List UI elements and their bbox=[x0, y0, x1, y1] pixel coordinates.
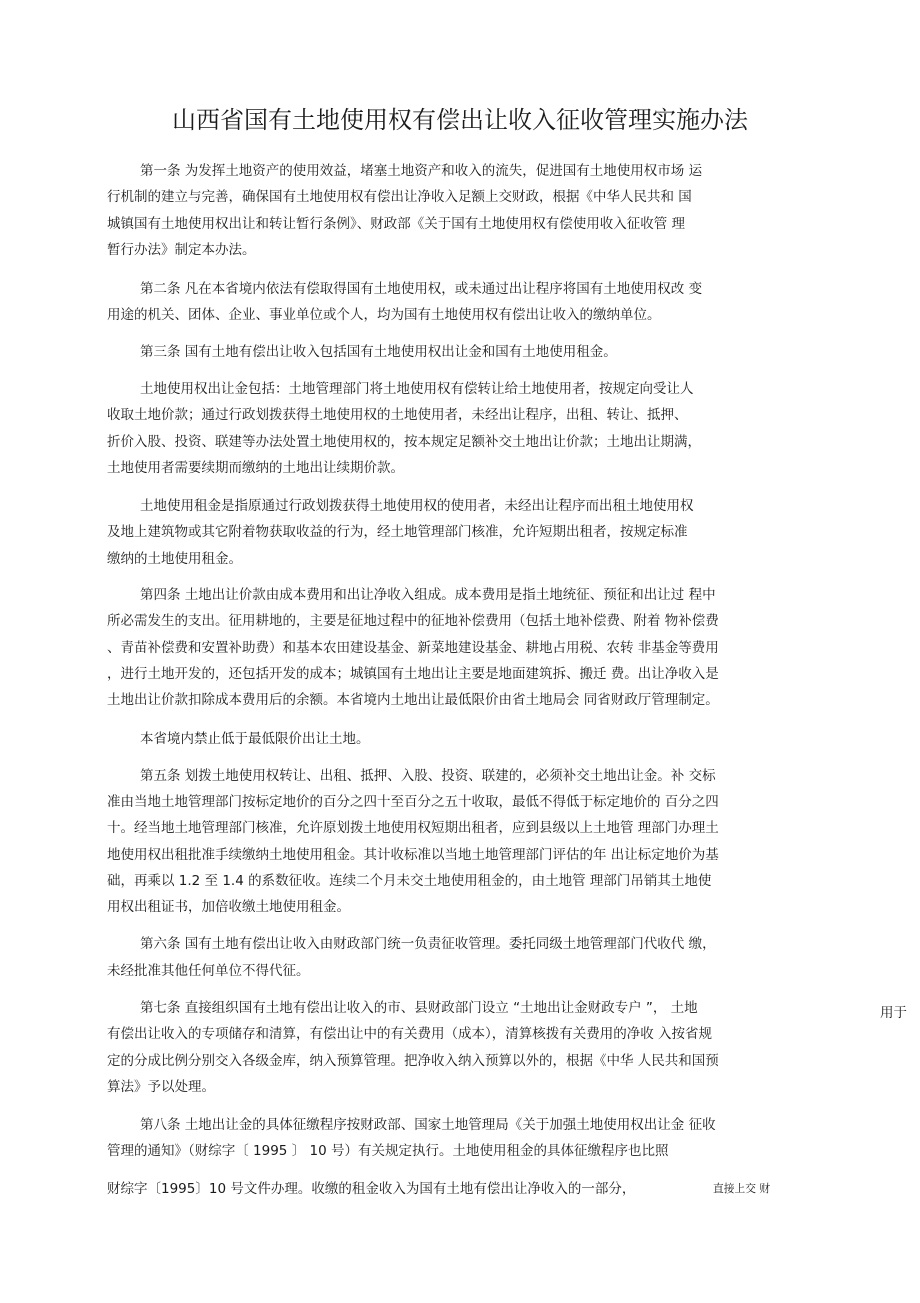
article-5-line-5: 础，再乘以 1.2 至 1.4 的系数征收。连续二个月未交土地使用租金的，由土地管 理部门吊销其土地使 bbox=[107, 873, 712, 889]
article-6-line-2: 未经批准其他任何单位不得代征。 bbox=[107, 963, 310, 979]
article-7-line-1: 第七条 直接组织国有土地有偿出让收入的市、县财政部门设立 “土地出让金财政专户 ”， 土地 bbox=[140, 1000, 698, 1016]
rent-line-1: 土地使用租金是指原通过行政划拨获得土地使用权的使用者，未经出让程序而出租土地使用权 bbox=[140, 498, 694, 514]
article-1-line-1: 第一条 为发挥土地资产的使用效益，堵塞土地资产和收入的流失，促进国有土地使用权市场 运 bbox=[140, 163, 703, 179]
margin-note: 用于 bbox=[880, 1005, 907, 1021]
article-4-line-2: 所必需发生的支出。征用耕地的，主要是征地过程中的征地补偿费用（包括土地补偿费、附着 物补偿费 bbox=[107, 613, 719, 629]
article-5-line-6: 用权出租证书，加倍收缴土地使用租金。 bbox=[107, 899, 350, 915]
transfer-fee-line-3: 折价入股、投资、联建等办法处置土地使用权的，按本规定足额补交土地出让价款；土地出让期满， bbox=[107, 434, 701, 450]
article-1-line-4: 暂行办法》制定本办法。 bbox=[107, 242, 256, 258]
article-7-line-3: 定的分成比例分别交入各级金库，纳入预算管理。把净收入纳入预算以外的，根据《中华 人民共和国预 bbox=[107, 1053, 719, 1069]
transfer-fee-line-1: 土地使用权出让金包括：土地管理部门将土地使用权有偿转让给土地使用者，按规定向受让人 bbox=[140, 381, 694, 397]
article-4-line-3: 、青苗补偿费和安置补助费）和基本农田建设基金、新菜地建设基金、耕地占用税、农转 非基金等费用 bbox=[107, 640, 719, 656]
article-5-line-2: 准由当地土地管理部门按标定地价的百分之四十至百分之五十收取，最低不得低于标定地价的 百分之四 bbox=[107, 794, 719, 810]
article-6-line-1: 第六条 国有土地有偿出让收入由财政部门统一负责征收管理。委托同级土地管理部门代收代 缴， bbox=[140, 936, 716, 952]
article-7-line-2: 有偿出让收入的专项储存和清算，有偿出让中的有关费用（成本），清算核拨有关费用的净收 入按省规 bbox=[107, 1026, 713, 1042]
article-5-line-3: 十。经当地土地管理部门核准，允许原划拨土地使用权短期出租者，应到县级以上土地管 理部门办理土 bbox=[107, 820, 719, 836]
article-2-line-2: 用途的机关、团体、企业、事业单位或个人，均为国有土地使用权有偿出让收入的缴纳单位。 bbox=[107, 307, 661, 323]
article-4-line-1: 第四条 土地出让价款由成本费用和出让净收入组成。成本费用是指土地统征、预征和出让过 程中 bbox=[140, 587, 716, 603]
article-8-line-3: 财综字〔1995〕10 号文件办理。收缴的租金收入为国有土地有偿出让净收入的一部分， bbox=[107, 1181, 636, 1197]
article-8-line-3-tail: 直接上交 财 bbox=[713, 1182, 771, 1195]
article-8-line-1: 第八条 土地出让金的具体征缴程序按财政部、国家土地管理局《关于加强土地使用权出让金 征收 bbox=[140, 1117, 716, 1133]
article-8-line-2: 管理的通知》（财综字〔 1995 〕 10 号）有关规定执行。土地使用租金的具体征缴程序也比照 bbox=[107, 1143, 669, 1159]
transfer-fee-line-4: 土地使用者需要续期而缴纳的土地出让续期价款。 bbox=[107, 460, 404, 476]
transfer-fee-line-2: 收取土地价款；通过行政划拨获得土地使用权的土地使用者，未经出让程序，出租、转让、抵押、 bbox=[107, 407, 688, 423]
rent-line-2: 及地上建筑物或其它附着物获取收益的行为，经土地管理部门核准，允许短期出租者，按规定标准 bbox=[107, 524, 688, 540]
article-5-line-4: 地使用权出租批准手续缴纳土地使用租金。其计收标准以当地土地管理部门评估的年 出让标定地价为基 bbox=[107, 847, 719, 863]
min-price-line-1: 本省境内禁止低于最低限价出让土地。 bbox=[140, 731, 370, 747]
article-7-line-4: 算法》予以处理。 bbox=[107, 1079, 215, 1095]
article-3-line-1: 第三条 国有土地有偿出让收入包括国有土地使用权出让金和国有土地使用租金。 bbox=[140, 344, 617, 360]
page-title: 山西省国有土地使用权有偿出让收入征收管理实施办法 bbox=[172, 106, 748, 134]
article-5-line-1: 第五条 划拨土地使用权转让、出租、抵押、入股、投资、联建的，必须补交土地出让金。补 交标 bbox=[140, 768, 716, 784]
article-4-line-4: ，进行土地开发的，还包括开发的成本；城镇国有土地出让主要是地面建筑拆、搬迁 费。出让净收入是 bbox=[107, 666, 719, 682]
article-1-line-3: 城镇国有土地使用权出让和转让暂行条例》、财政部《关于国有土地使用权有偿使用收入征收管 理 bbox=[107, 216, 686, 232]
rent-line-3: 缴纳的土地使用租金。 bbox=[107, 551, 242, 567]
article-1-line-2: 行机制的建立与完善，确保国有土地使用权有偿出让净收入足额上交财政，根据《中华人民共和 国 bbox=[107, 189, 692, 205]
article-2-line-1: 第二条 凡在本省境内依法有偿取得国有土地使用权，或未通过出让程序将国有土地使用权改 变 bbox=[140, 281, 703, 297]
article-4-line-5: 土地出让价款扣除成本费用后的余额。本省境内土地出让最低限价由省土地局会 同省财政厅管理制定。 bbox=[107, 692, 719, 708]
